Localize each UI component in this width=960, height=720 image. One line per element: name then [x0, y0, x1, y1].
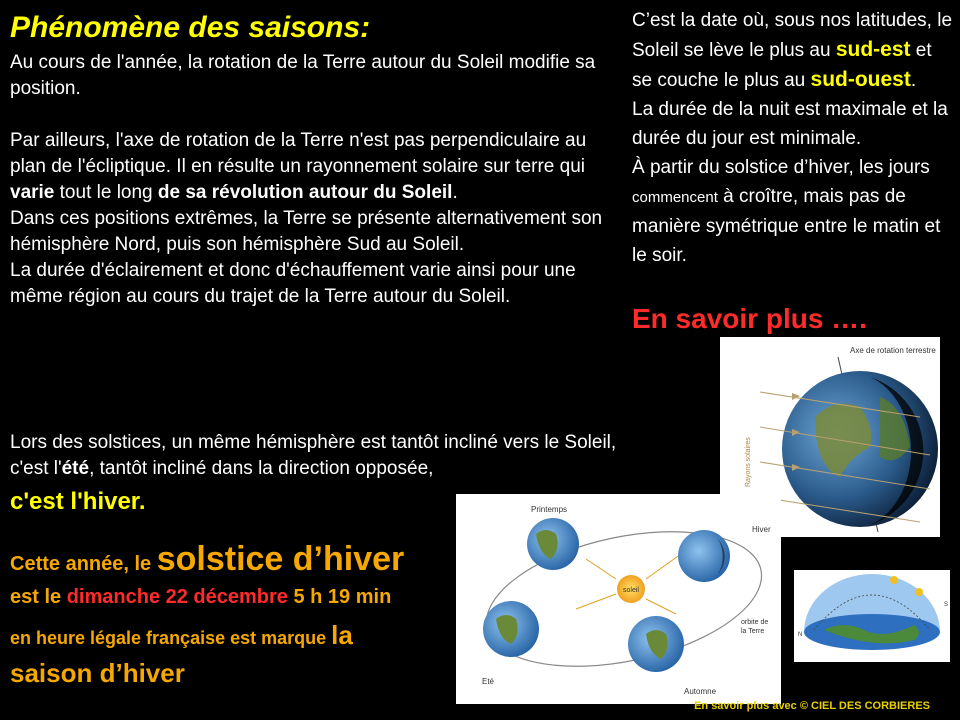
orbit-label-1: orbite de: [741, 619, 769, 626]
ete-strong: été: [61, 458, 90, 479]
intro-paragraph: Au cours de l'année, la rotation de la Terre autour du Soleil modifie sa position.: [10, 52, 596, 99]
sky-dome-image: [794, 570, 950, 662]
rays-label: Rayons solaires: [745, 437, 752, 487]
varie-strong: varie: [10, 182, 55, 203]
extreme-positions-text: Dans ces positions extrêmes, la Terre se présente alternativement son hémisphère Nord, puis son hémisphère Sud au Soleil.: [10, 208, 603, 255]
ete-label: Eté: [482, 677, 495, 686]
automne-label: Automne: [684, 687, 717, 696]
announce-line3-b: la: [331, 620, 353, 650]
seasons-orbit-image: [456, 494, 781, 704]
footer-credit: En savoir plus avec © CIEL DES CORBIERES: [694, 700, 930, 712]
seasons-orbit-diagram: [456, 494, 781, 704]
solstice-announcement: [10, 540, 470, 692]
lighting-duration-text: La durée d'éclairement et donc d'échauffement varie ainsi pour une même région au cours du trajet de la Terre autour du Soleil.: [10, 260, 576, 307]
saison-hiver-text: saison d’hiver: [10, 658, 185, 688]
solstice-text-c: , tantôt incliné dans la direction opposée,: [89, 458, 434, 479]
right-text-c: et se couche le plus au: [632, 40, 932, 91]
announce-line2-a: est le: [10, 586, 67, 608]
date-highlight: dimanche 22 décembre: [66, 586, 288, 608]
sun-label: soleil: [623, 587, 639, 594]
hiver-highlight: c'est l'hiver.: [10, 488, 146, 515]
axis-text-e: .: [452, 182, 458, 203]
sud-est-strong: sud-est: [835, 38, 911, 61]
right-column-text: [632, 6, 954, 270]
days-grow-text-b: à croître, mais pas de manière symétrique entre le matin et le soir.: [632, 186, 941, 266]
commencent-text: commencent: [632, 189, 718, 206]
days-grow-text-a: À partir du solstice d’hiver, les jours: [632, 157, 930, 178]
solstice-text-a: Lors des solstices, un même hémisphère est tantôt incliné vers le Soleil, c'est l': [10, 432, 617, 479]
night-duration-text: La durée de la nuit est maximale et la durée du jour est minimale.: [632, 99, 948, 149]
page-title: Phénomène des saisons:: [10, 11, 371, 44]
revolution-strong: de sa révolution autour du Soleil: [157, 182, 453, 203]
hiver-label: Hiver: [752, 525, 771, 534]
right-text-a: C’est la date où, sous nos latitudes, le Soleil se lève le plus au: [632, 10, 953, 61]
sud-ouest-strong: sud-ouest: [810, 68, 911, 91]
more-info-link[interactable]: En savoir plus ….: [632, 303, 867, 334]
printemps-label: Printemps: [531, 505, 568, 514]
axis-paragraph: [10, 128, 620, 310]
time-text: 5 h 19 min: [287, 586, 392, 608]
announce-line1-a: Cette année, le: [10, 553, 157, 575]
sun-path-illustration: [794, 570, 950, 662]
axis-title-label: Axe de rotation terrestre: [850, 346, 936, 355]
axis-text-c: tout le long: [54, 182, 158, 203]
axis-text-a: Par ailleurs, l'axe de rotation de la Terre n'est pas perpendiculaire au plan de l'écliptique. Il en résulte un rayonnement solaire sur terre qui: [10, 130, 587, 177]
solstice-hiver-heading: solstice d’hiver: [156, 540, 405, 578]
sky-north-label: N: [798, 632, 803, 638]
sky-south-label: S: [944, 602, 949, 608]
right-text-e: .: [910, 70, 917, 91]
orbit-label-2: la Terre: [741, 628, 765, 635]
announce-line3-a: en heure légale française est marque: [10, 628, 332, 648]
